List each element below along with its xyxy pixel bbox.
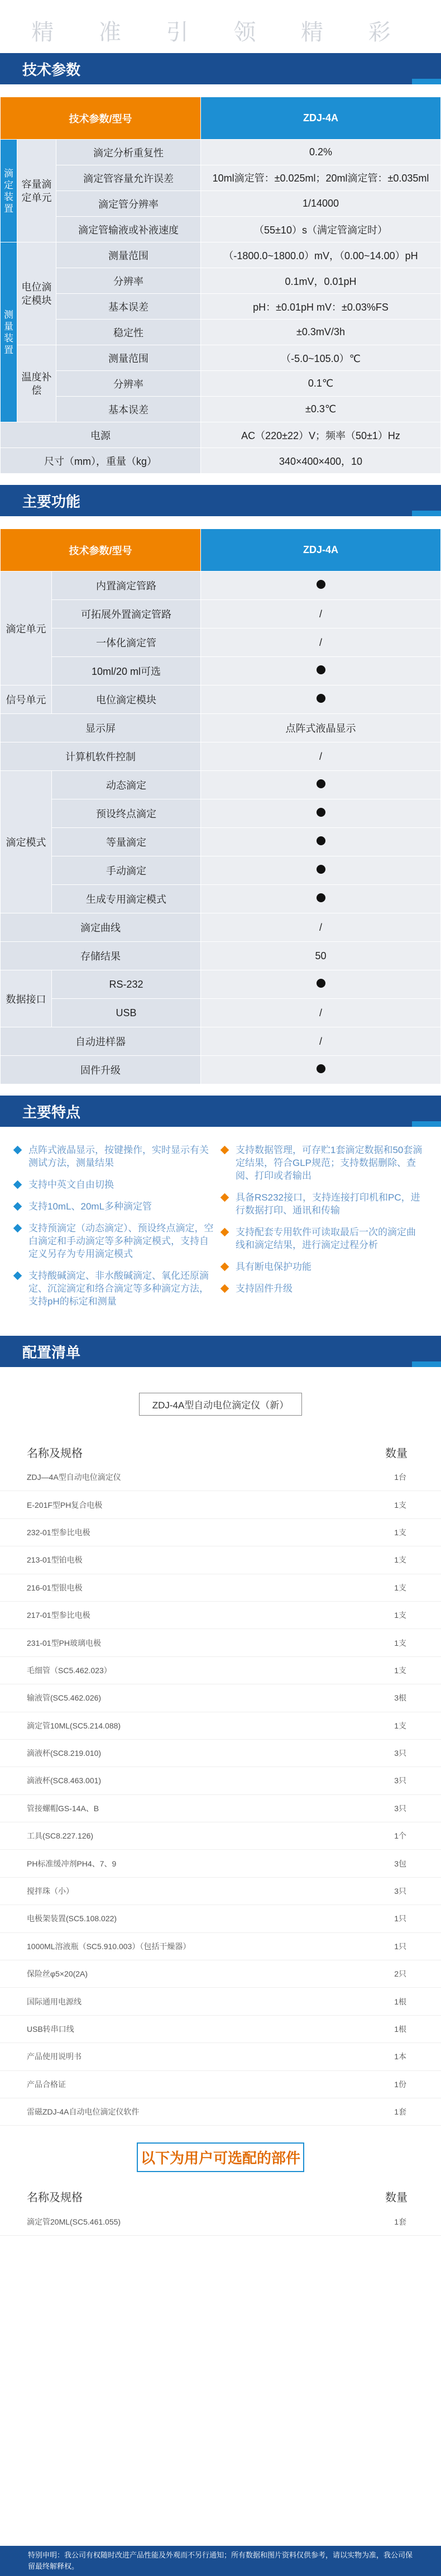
config-col-name: 名称及规格: [27, 2191, 83, 2204]
supported-dot-icon: [317, 808, 325, 817]
row-label: 滴定管分辨率: [56, 191, 201, 217]
row-value: pH：±0.01pH mV：±0.03%FS: [201, 294, 441, 320]
row-value: ±0.3℃: [201, 397, 441, 422]
supported-dot-icon: [317, 865, 325, 874]
config-item-qty: 1份: [394, 2079, 406, 2089]
config-item-qty: 3只: [394, 1887, 406, 1896]
row-label: 滴定管输液或补液速度: [56, 217, 201, 242]
config-item-name: 电极架装置(SC5.108.022): [27, 1914, 117, 1923]
config-item-name: 滴定管10ML(SC5.214.088): [27, 1721, 121, 1730]
config-header: [0, 1440, 441, 1464]
row-value: /: [201, 999, 441, 1027]
config-row: [0, 1767, 441, 1794]
config-item-qty: 1支: [394, 1665, 406, 1675]
row-value: [201, 970, 441, 999]
config-item-qty: 1支: [394, 1583, 406, 1592]
row-value: 0.2%: [201, 140, 441, 165]
config-row: [0, 1822, 441, 1850]
config-row: [0, 1740, 441, 1767]
config-item-qty: 1根: [394, 1997, 406, 2006]
row-value: [201, 885, 441, 913]
config-item-qty: 1只: [394, 1941, 406, 1951]
feature-text: 支持酸碱滴定、非水酸碱滴定、氧化还原滴定、沉淀滴定和络合滴定等多种滴定方法，支持pH的标定和测量: [28, 1270, 209, 1307]
row-label: 滴定分析重复性: [56, 140, 201, 165]
config-row: [0, 1795, 441, 1822]
row-label: 显示屏: [1, 714, 201, 742]
optional-header: [0, 2184, 441, 2208]
group-label: 数据接口: [1, 970, 52, 1027]
config-item-name: 雷磁ZDJ-4A自动电位滴定仪软件: [27, 2107, 140, 2117]
row-label: 基本误差: [56, 294, 201, 320]
config-row: [0, 1960, 441, 1988]
row-label: 10ml/20 ml可选: [52, 657, 201, 685]
diamond-bullet-icon: [220, 1228, 229, 1237]
config-item-qty: 3包: [394, 1859, 406, 1868]
config-col-qty: 数量: [385, 1447, 408, 1460]
row-value: 50: [201, 942, 441, 970]
config-item-qty: 1支: [394, 1721, 406, 1730]
spec-table: [0, 97, 441, 474]
feature-text: 支持数据管理，可存贮1套滴定数据和50套滴定结果，符合GLP规范；支持数据删除、查阅、打印或者输出: [236, 1145, 423, 1181]
row-value: 1/14000: [201, 191, 441, 217]
group-sublabel: 温度补偿: [17, 345, 56, 422]
row-value: [201, 828, 441, 856]
config-item-name: 产品使用说明书: [27, 2052, 82, 2061]
diamond-bullet-icon: [13, 1146, 22, 1155]
config-item-name: 231-01型PH玻璃电极: [27, 1638, 102, 1648]
config-item-name: 搅拌珠（小）: [27, 1887, 74, 1896]
config-row: [0, 1629, 441, 1656]
config-item-name: 毛细管（SC5.462.023）: [27, 1665, 112, 1675]
supported-dot-icon: [317, 665, 325, 674]
group-label: 信号单元: [1, 685, 52, 714]
func-header-left: 技术参数/型号: [1, 529, 201, 572]
power-label: 电源: [1, 422, 201, 448]
config-item-name: 输液管(SC5.462.026): [27, 1693, 102, 1703]
config-item-qty: 3只: [394, 1803, 406, 1813]
features-right: [222, 1144, 429, 1317]
row-value: 点阵式液晶显示: [201, 714, 441, 742]
group-label: 测量装置: [1, 242, 17, 422]
row-label: 电位滴定模块: [52, 685, 201, 714]
row-label: 测量范围: [56, 242, 201, 268]
config-row: [0, 2208, 441, 2235]
row-label: 生成专用滴定模式: [52, 885, 201, 913]
row-value: [201, 685, 441, 714]
config-item-name: USB转串口线: [27, 2025, 74, 2034]
config-row: [0, 2016, 441, 2043]
config-item-name: PH标准缓冲剂PH4、7、9: [27, 1859, 117, 1868]
feature-item: [15, 1222, 216, 1260]
slogan-text: 精 准 引 领 精 彩: [31, 20, 410, 45]
spec-header-right: ZDJ-4A: [201, 97, 441, 140]
row-value: 0.1℃: [201, 371, 441, 397]
config-col-qty: 数量: [385, 2191, 408, 2204]
row-label: 基本误差: [56, 397, 201, 422]
feature-text: 支持配套专用软件可读取最后一次的滴定曲线和滴定结果，进行滴定过程分析: [236, 1227, 416, 1250]
row-label: 滴定管容量允许误差: [56, 165, 201, 191]
size-label: 尺寸（mm），重量（kg）: [1, 448, 201, 474]
config-item-name: 1000ML溶液瓶（SC5.910.003）（包括干燥器）: [27, 1941, 191, 1951]
config-item-name: ZDJ—4A型自动电位滴定仪: [27, 1473, 121, 1482]
row-label: 计算机软件控制: [1, 742, 201, 771]
group-sublabel: 容量滴定单元: [17, 140, 56, 242]
supported-dot-icon: [317, 893, 325, 902]
row-label: 分辨率: [56, 371, 201, 397]
row-label: 稳定性: [56, 320, 201, 345]
config-item-qty: 3根: [394, 1693, 406, 1703]
config-item-qty: 1套: [394, 2107, 406, 2117]
features-left: [15, 1144, 222, 1317]
supported-dot-icon: [317, 694, 325, 703]
function-table: [0, 528, 441, 1084]
config-item-name: 滴液杯(SC8.463.001): [27, 1776, 102, 1785]
feature-item: [222, 1191, 423, 1217]
diamond-bullet-icon: [220, 1284, 229, 1293]
feature-text: 点阵式液晶显示，按键操作，实时显示有关测试方法，测量结果: [28, 1145, 209, 1168]
group-label: 滴定单元: [1, 572, 52, 685]
config-list: [0, 1464, 441, 2126]
config-item-qty: 1根: [394, 2025, 406, 2034]
row-value: [201, 771, 441, 799]
supported-dot-icon: [317, 979, 325, 988]
config-item-qty: 2只: [394, 1969, 406, 1979]
optional-list: [0, 2208, 441, 2235]
row-label: 内置滴定管路: [52, 572, 201, 600]
diamond-bullet-icon: [13, 1224, 22, 1233]
config-item-name: 保险丝φ5×20(2A): [27, 1969, 88, 1979]
config-row: [0, 2071, 441, 2098]
row-label: 可拓展外置滴定管路: [52, 600, 201, 628]
diamond-bullet-icon: [13, 1272, 22, 1280]
row-value: [201, 799, 441, 828]
config-row: [0, 1546, 441, 1574]
config-col-name: 名称及规格: [27, 1447, 83, 1460]
config-item-qty: 3只: [394, 1776, 406, 1785]
config-item-qty: 1支: [394, 1638, 406, 1648]
config-item-name: 工具(SC8.227.126): [27, 1831, 94, 1841]
size-value: 340×400×400，10: [201, 448, 441, 474]
feature-item: [222, 1260, 423, 1273]
func-header-right: ZDJ-4A: [201, 529, 441, 572]
feature-text: 具有断电保护功能: [236, 1261, 311, 1272]
row-value: （-5.0~105.0）℃: [201, 345, 441, 371]
row-value: /: [201, 628, 441, 657]
section-header-features: 主要特点: [0, 1096, 441, 1127]
diamond-bullet-icon: [220, 1193, 229, 1202]
row-label: USB: [52, 999, 201, 1027]
feature-text: 支持预滴定（动态滴定）、预设终点滴定，空白滴定和手动滴定等多种滴定模式，支持自定义另存为专用滴定模式: [28, 1223, 214, 1259]
feature-item: [15, 1144, 216, 1169]
feature-text: 支持10mL、20mL多种滴定管: [28, 1201, 152, 1212]
row-value: [201, 657, 441, 685]
diamond-bullet-icon: [220, 1146, 229, 1155]
row-label: 预设终点滴定: [52, 799, 201, 828]
config-row: [0, 2098, 441, 2126]
feature-item: [15, 1269, 216, 1308]
config-item-qty: 1台: [394, 1473, 406, 1482]
diamond-bullet-icon: [13, 1202, 22, 1211]
config-row: [0, 1602, 441, 1629]
row-label: 一体化滴定管: [52, 628, 201, 657]
row-label: 自动进样器: [1, 1027, 201, 1056]
group-label: 滴定装置: [1, 140, 17, 242]
power-value: AC（220±22）V；频率（50±1）Hz: [201, 422, 441, 448]
row-label: 测量范围: [56, 345, 201, 371]
feature-item: [222, 1144, 423, 1182]
supported-dot-icon: [317, 836, 325, 845]
config-row: [0, 1905, 441, 1932]
config-row: [0, 1574, 441, 1602]
diamond-bullet-icon: [220, 1263, 229, 1272]
config-row: [0, 1491, 441, 1518]
optional-parts-title: 以下为用户可选配的部件: [137, 2142, 304, 2172]
config-item-qty: 1本: [394, 2052, 406, 2061]
top-slogan: [0, 0, 441, 53]
row-value: 0.1mV，0.01pH: [201, 268, 441, 294]
config-item-qty: 1个: [394, 1831, 406, 1841]
section-header-config: 配置清单: [0, 1336, 441, 1367]
diamond-bullet-icon: [13, 1180, 22, 1189]
row-value: [201, 856, 441, 885]
row-label: 存储结果: [1, 942, 201, 970]
row-label: 等量滴定: [52, 828, 201, 856]
section-header-func: 主要功能: [0, 485, 441, 516]
row-value: ±0.3mV/3h: [201, 320, 441, 345]
section-header-tech: 技术参数: [0, 53, 441, 84]
config-row: [0, 1712, 441, 1740]
row-value: /: [201, 1027, 441, 1056]
config-row: [0, 1657, 441, 1684]
feature-item: [222, 1282, 423, 1295]
row-value: （55±10）s（满定管滴定时）: [201, 217, 441, 242]
row-value: /: [201, 600, 441, 628]
row-label: 滴定曲线: [1, 913, 201, 942]
config-item-name: 管接螺帽GS-14A、B: [27, 1803, 99, 1813]
row-value: [201, 1056, 441, 1084]
feature-item: [15, 1200, 216, 1213]
row-label: 分辨率: [56, 268, 201, 294]
config-item-qty: 1支: [394, 1500, 406, 1510]
feature-item: [222, 1226, 423, 1251]
row-value: /: [201, 742, 441, 771]
config-item-name: 产品合格证: [27, 2079, 66, 2089]
row-value: 10ml滴定管：±0.025ml；20ml滴定管：±0.035ml: [201, 165, 441, 191]
config-item-qty: 1支: [394, 1555, 406, 1565]
config-row: [0, 1464, 441, 1491]
supported-dot-icon: [317, 1064, 325, 1073]
config-item-qty: 1只: [394, 1914, 406, 1923]
config-item-name: 国际通用电源线: [27, 1997, 82, 2006]
footer-disclaimer: 特别申明：我公司有权随时改进产品性能及外观而不另行通知；所有数据和图片资料仅供参考，请以实物为准，我公司保留最终解释权。: [0, 2546, 441, 2576]
config-item-name: 213-01型铂电极: [27, 1555, 83, 1565]
group-sublabel: 电位滴定模块: [17, 242, 56, 345]
feature-text: 支持中英文自由切换: [28, 1179, 114, 1190]
group-label: 滴定模式: [1, 771, 52, 913]
features-list: [0, 1127, 441, 1336]
config-row: [0, 1878, 441, 1905]
row-label: 手动滴定: [52, 856, 201, 885]
config-model-box: ZDJ-4A型自动电位滴定仪（新）: [139, 1393, 302, 1416]
row-value: （-1800.0~1800.0）mV，（0.00~14.00）pH: [201, 242, 441, 268]
config-item-name: 滴定管20ML(SC5.461.055): [27, 2217, 121, 2226]
supported-dot-icon: [317, 779, 325, 788]
config-row: [0, 1933, 441, 1960]
config-row: [0, 1519, 441, 1546]
row-value: /: [201, 913, 441, 942]
row-value: [201, 572, 441, 600]
config-item-qty: 3只: [394, 1749, 406, 1758]
config-item-name: E-201F型PH复合电极: [27, 1500, 103, 1510]
row-label: RS-232: [52, 970, 201, 999]
spec-header-left: 技术参数/型号: [1, 97, 201, 140]
config-row: [0, 1988, 441, 2015]
row-label: 固件升级: [1, 1056, 201, 1084]
supported-dot-icon: [317, 580, 325, 589]
config-item-name: 216-01型银电极: [27, 1583, 83, 1592]
config-item-qty: 1支: [394, 1611, 406, 1620]
config-item-name: 232-01型参比电极: [27, 1527, 90, 1537]
config-row: [0, 2043, 441, 2070]
config-item-qty: 1套: [394, 2217, 406, 2226]
feature-text: 具备RS232接口，支持连接打印机和PC，进行数据打印、通讯和传输: [236, 1192, 420, 1216]
row-label: 动态滴定: [52, 771, 201, 799]
feature-text: 支持固件升级: [236, 1283, 293, 1294]
config-item-qty: 1支: [394, 1527, 406, 1537]
config-row: [0, 1850, 441, 1877]
config-item-name: 217-01型参比电极: [27, 1611, 90, 1620]
feature-item: [15, 1178, 216, 1191]
config-row: [0, 1684, 441, 1712]
config-item-name: 滴液杯(SC8.219.010): [27, 1749, 102, 1758]
